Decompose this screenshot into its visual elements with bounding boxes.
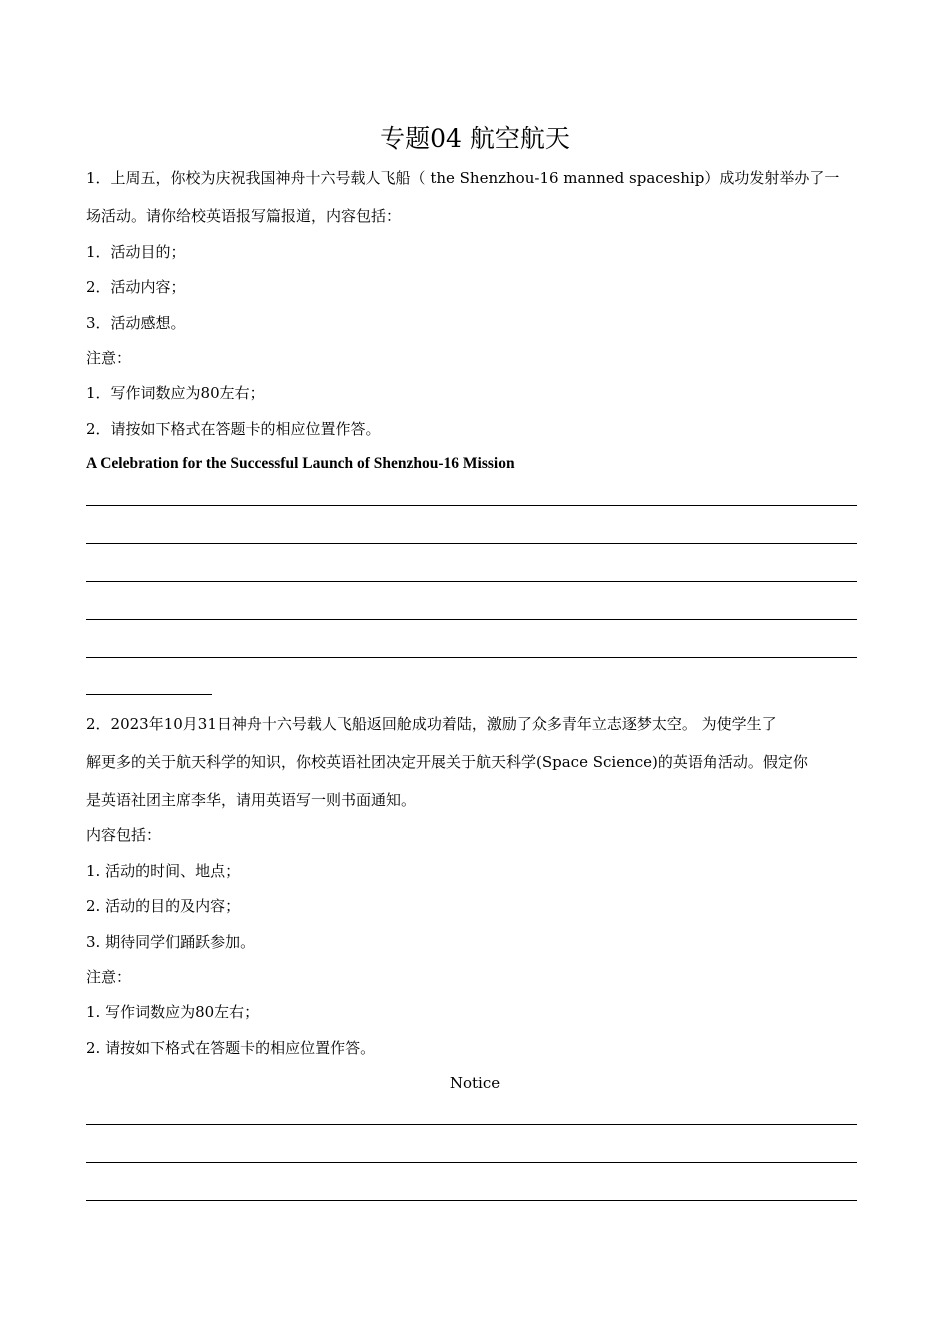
q1-point-2: 2．活动内容； (86, 278, 186, 296)
q1-answer-line-1 (86, 505, 857, 506)
q2-prompt-line-1: 2．2023年10月31日神舟十六号载人飞船返回舱成功着陆，激励了众多青年立志逐梦太空。 为使学生了 (86, 715, 777, 733)
q1-point-1: 1．活动目的； (86, 243, 186, 261)
q2-prompt-line-2: 解更多的关于航天科学的知识，你校英语社团决定开展关于航天科学(Space Science)的英语角活动。假定你 (86, 753, 808, 771)
q1-answer-line-3 (86, 581, 857, 582)
q2-point-2: 2. 活动的目的及内容； (86, 897, 241, 915)
q2-answer-line-2 (86, 1162, 857, 1163)
q2-prompt-line-3: 是英语社团主席李华，请用英语写一则书面通知。 (86, 791, 417, 809)
page-title: 专题04 航空航天 (380, 124, 570, 153)
q1-essay-title: A Celebration for the Successful Launch of Shenzhou-16 Mission (86, 455, 515, 472)
q1-note-1: 1．写作词数应为80左右； (86, 384, 265, 402)
q1-answer-line-6 (86, 694, 212, 695)
q2-point-3: 3. 期待同学们踊跃参加。 (86, 933, 256, 951)
q2-answer-line-1 (86, 1124, 857, 1125)
q2-point-1: 1. 活动的时间、地点； (86, 862, 241, 880)
q2-note-1: 1. 写作词数应为80左右； (86, 1003, 260, 1021)
q2-note-label: 注意： (86, 968, 132, 986)
q2-content-label: 内容包括： (86, 826, 162, 844)
q1-point-3: 3．活动感想。 (86, 314, 186, 332)
q2-essay-title: Notice (449, 1074, 501, 1092)
q1-answer-line-4 (86, 619, 857, 620)
q2-note-2: 2. 请按如下格式在答题卡的相应位置作答。 (86, 1039, 376, 1057)
q1-answer-line-5 (86, 657, 857, 658)
q1-prompt-line-1: 1．上周五，你校为庆祝我国神舟十六号载人飞船（ the Shenzhou-16 manned spaceship）成功发射举办了一 (86, 169, 840, 187)
q1-answer-line-2 (86, 543, 857, 544)
q1-note-2: 2．请按如下格式在答题卡的相应位置作答。 (86, 420, 381, 438)
q2-answer-line-3 (86, 1200, 857, 1201)
q1-note-label: 注意： (86, 349, 132, 367)
q1-prompt-line-2: 场活动。请你给校英语报写篇报道，内容包括： (86, 207, 402, 225)
